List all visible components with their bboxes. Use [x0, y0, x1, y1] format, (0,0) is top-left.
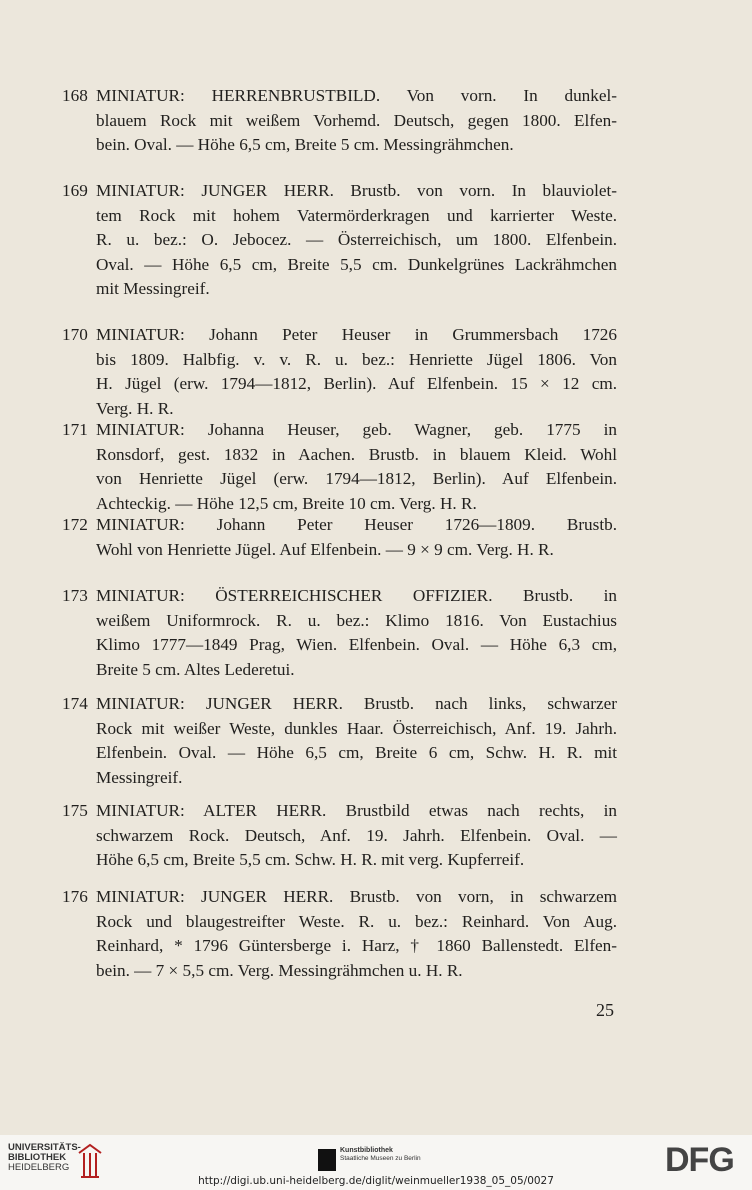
- entry-line: von Henriette Jügel (erw. 1794—1812, Berlin). Auf Elfenbein.: [96, 469, 617, 489]
- entry-line: Ronsdorf, gest. 1832 in Aachen. Brustb. in blauem Kleid. Wohl: [96, 444, 617, 464]
- university-library-label[interactable]: [8, 1143, 81, 1173]
- entry-number: 172: [62, 515, 88, 534]
- kb-line-2: Staatliche Museen zu Berlin: [340, 1155, 421, 1162]
- entry-line: MINIATUR: HERRENBRUSTBILD. Von vorn. In dunkel-: [96, 86, 617, 105]
- entry-number: 168: [62, 86, 88, 105]
- entry-line: schwarzem Rock. Deutsch, Anf. 19. Jahrh. Elfenbein. Oval. —: [96, 825, 617, 845]
- entry-line: MINIATUR: Johann Peter Heuser 1726—1809. Brustb.: [96, 515, 617, 534]
- entry-line: MINIATUR: JUNGER HERR. Brustb. von vorn. In blauviolet-: [96, 181, 617, 200]
- university-line-1: UNIVERSITÄTS-: [8, 1142, 81, 1153]
- entry-line: MINIATUR: ALTER HERR. Brustbild etwas nach rechts, in: [96, 801, 617, 820]
- kunstbibliothek-label[interactable]: [340, 1147, 421, 1163]
- entry-number: 173: [62, 586, 88, 605]
- entry-text: [96, 179, 617, 302]
- entry-line: bis 1809. Halbfig. v. v. R. u. bez.: Henriette Jügel 1806. Von: [96, 349, 617, 369]
- entry-line: MINIATUR: JUNGER HERR. Brustb. von vorn, in schwarzem: [96, 887, 617, 906]
- entry-number: 169: [62, 181, 88, 200]
- entry-line: Wohl von Henriette Jügel. Auf Elfenbein. — 9 × 9 cm. Verg. H. R.: [96, 539, 554, 559]
- entry-number: 174: [62, 694, 88, 713]
- catalog-entry: [62, 418, 617, 516]
- footer-bar: [0, 1135, 752, 1190]
- source-url-link[interactable]: http://digi.ub.uni-heidelberg.de/diglit/weinmueller1938_05_05/0027: [198, 1175, 554, 1187]
- entry-line: blauem Rock mit weißem Vorhemd. Deutsch, gegen 1800. Elfen-: [96, 110, 617, 130]
- entry-number: 170: [62, 325, 88, 344]
- entry-number: 176: [62, 887, 88, 906]
- catalog-entry: [62, 179, 617, 302]
- entry-text: [96, 692, 617, 790]
- catalog-entry: [62, 323, 617, 421]
- catalog-entry: [62, 885, 617, 983]
- entry-line: Oval. — Höhe 6,5 cm, Breite 5,5 cm. Dunkelgrünes Lackrähmchen: [96, 254, 617, 274]
- entry-line: Messingreif.: [96, 767, 183, 787]
- entry-line: Rock und blaugestreifter Weste. R. u. bez.: Reinhard. Von Aug.: [96, 911, 617, 931]
- university-line-2: BIBLIOTHEK: [8, 1152, 67, 1163]
- entry-number: 171: [62, 420, 88, 439]
- entry-text: [96, 885, 617, 983]
- kb-line-1: Kunstbibliothek: [340, 1147, 393, 1154]
- catalog-entry: [62, 584, 617, 682]
- entry-line: Breite 5 cm. Altes Lederetui.: [96, 659, 295, 679]
- entry-line: Klimo 1777—1849 Prag, Wien. Elfenbein. Oval. — Höhe 6,3 cm,: [96, 635, 617, 655]
- catalog-entry: [62, 513, 617, 562]
- entry-line: weißem Uniformrock. R. u. bez.: Klimo 1816. Von Eustachius: [96, 610, 617, 630]
- entry-line: Elfenbein. Oval. — Höhe 6,5 cm, Breite 6 cm, Schw. H. R. mit: [96, 743, 617, 763]
- university-line-3: HEIDELBERG: [8, 1162, 70, 1173]
- entry-number: 175: [62, 801, 88, 820]
- entry-line: bein. Oval. — Höhe 6,5 cm, Breite 5 cm. Messingrähmchen.: [96, 135, 514, 155]
- entry-line: tem Rock mit hohem Vatermörderkragen und karrierter Weste.: [96, 205, 617, 225]
- entry-line: Reinhard, * 1796 Güntersberge i. Harz, † 1860 Ballenstedt. Elfen-: [96, 936, 617, 956]
- entry-line: MINIATUR: ÖSTERREICHISCHER OFFIZIER. Brustb. in: [96, 586, 617, 605]
- entry-line: mit Messingreif.: [96, 279, 210, 299]
- catalog-entry: [62, 84, 617, 158]
- catalog-entry: [62, 799, 617, 873]
- entry-line: MINIATUR: JUNGER HERR. Brustb. nach links, schwarzer: [96, 694, 617, 713]
- entry-line: Verg. H. R.: [96, 398, 174, 418]
- entry-line: Höhe 6,5 cm, Breite 5,5 cm. Schw. H. R. mit verg. Kupferreif.: [96, 850, 525, 870]
- kunstbibliothek-logo-icon: [318, 1149, 336, 1171]
- catalog-entry: [62, 692, 617, 790]
- entry-line: Rock mit weißer Weste, dunkles Haar. Österreichisch, Anf. 19. Jahrh.: [96, 718, 617, 738]
- entry-line: Achteckig. — Höhe 12,5 cm, Breite 10 cm. Verg. H. R.: [96, 493, 477, 513]
- entry-text: [96, 84, 617, 158]
- entry-line: bein. — 7 × 5,5 cm. Verg. Messingrähmchen u. H. R.: [96, 960, 463, 980]
- page-number: 25: [596, 1000, 614, 1020]
- entry-text: [96, 513, 617, 562]
- entry-line: R. u. bez.: O. Jebocez. — Österreichisch, um 1800. Elfenbein.: [96, 230, 617, 250]
- entry-text: [96, 323, 617, 421]
- entry-line: MINIATUR: Johann Peter Heuser in Grummersbach 1726: [96, 325, 617, 344]
- entry-text: [96, 418, 617, 516]
- entry-text: [96, 584, 617, 682]
- entry-text: [96, 799, 617, 873]
- dfg-logo[interactable]: DFG: [665, 1141, 734, 1179]
- entry-line: MINIATUR: Johanna Heuser, geb. Wagner, geb. 1775 in: [96, 420, 617, 439]
- entry-line: H. Jügel (erw. 1794—1812, Berlin). Auf Elfenbein. 15 × 12 cm.: [96, 374, 617, 394]
